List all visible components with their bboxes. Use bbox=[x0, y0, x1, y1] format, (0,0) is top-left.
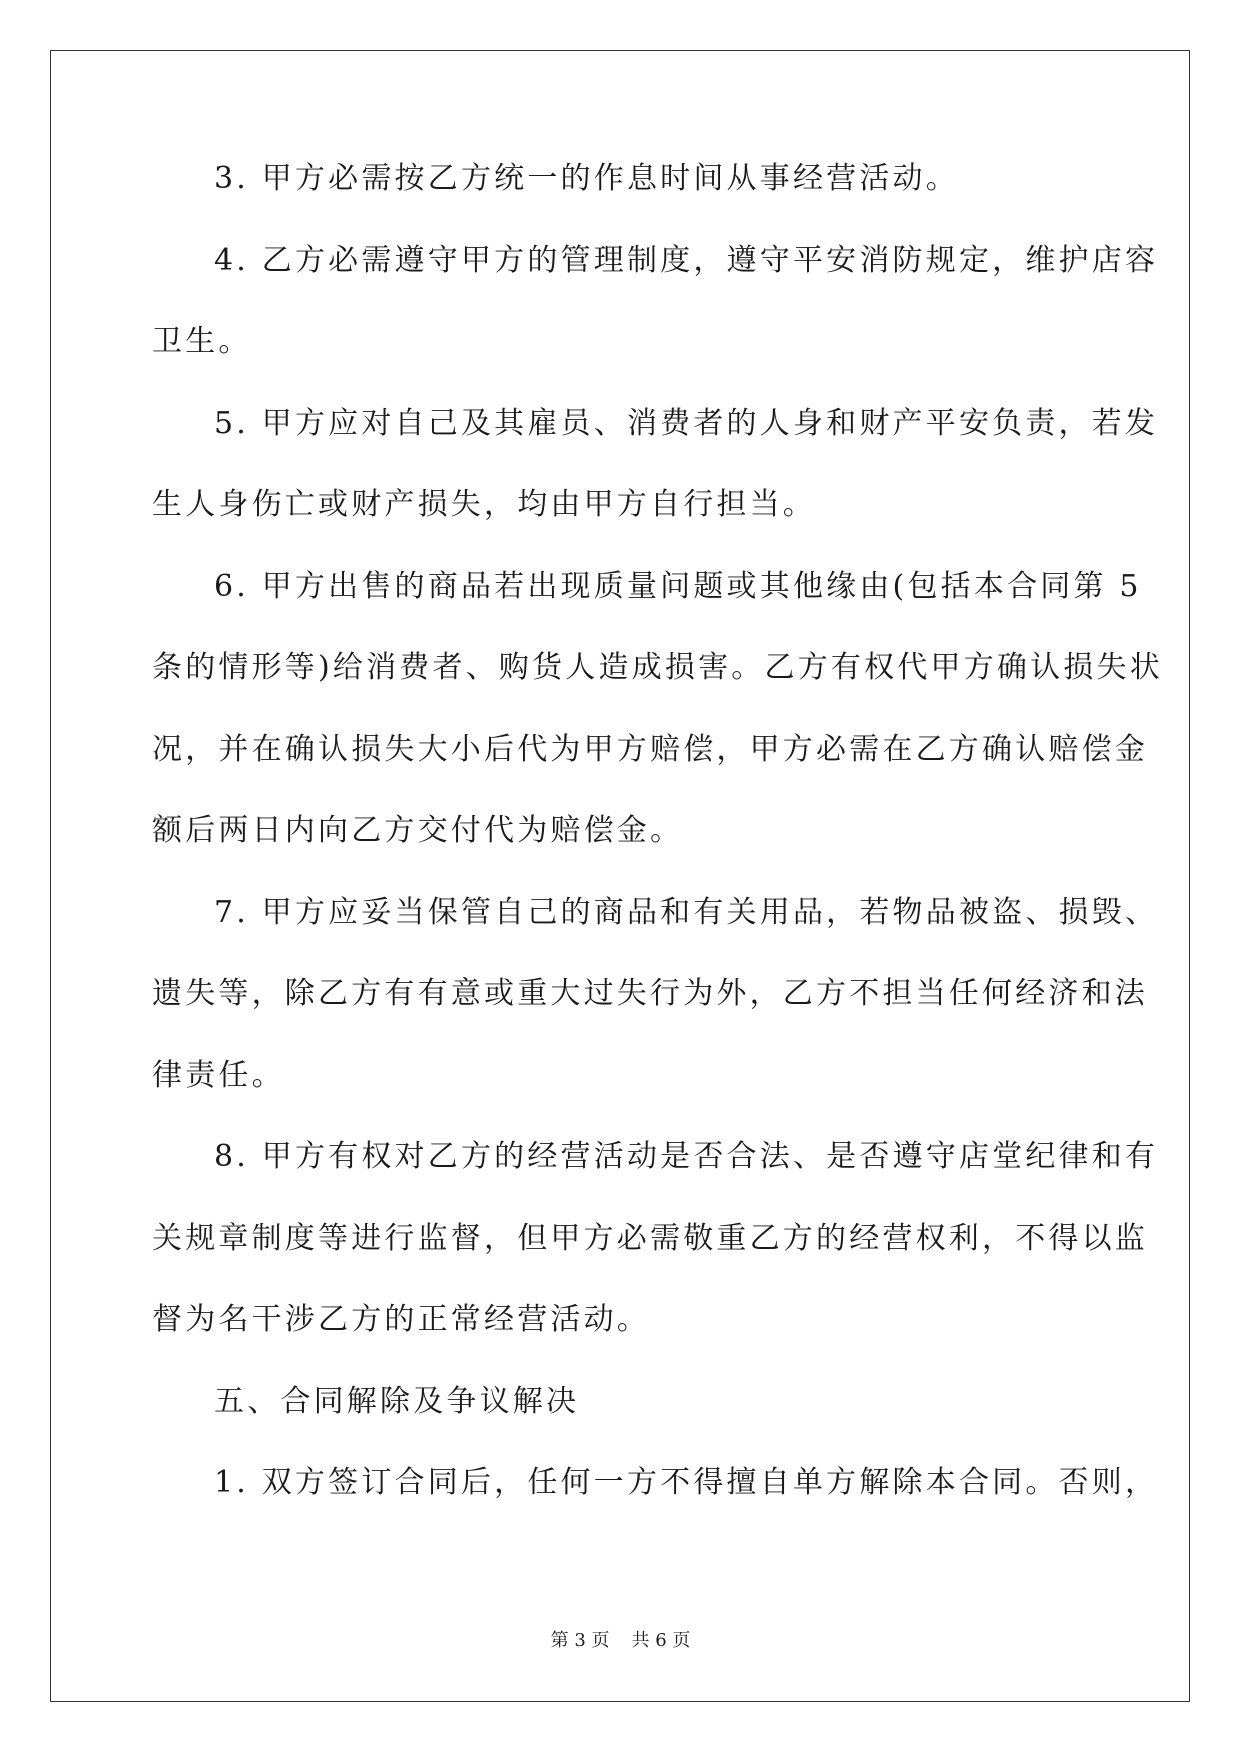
current-page-label: 第 3 页 bbox=[550, 1630, 610, 1651]
document-line: 遗失等，除乙方有有意或重大过失行为外，乙方不担当任何经济和法 bbox=[152, 976, 1148, 1011]
document-line: 督为名干涉乙方的正常经营活动。 bbox=[152, 1302, 650, 1337]
document-line: 5. 甲方应对自己及其雇员、消费者的人身和财产平安负责，若发 bbox=[214, 405, 1159, 441]
document-line: 生人身伤亡或财产损失，均由甲方自行担当。 bbox=[152, 487, 816, 522]
document-line: 1. 双方签订合同后，任何一方不得擅自单方解除本合同。否则， bbox=[214, 1465, 1159, 1500]
document-line: 条的情形等)给消费者、购货人造成损害。乙方有权代甲方确认损失状 bbox=[152, 650, 1163, 685]
document-line: 额后两日内向乙方交付代为赔偿金。 bbox=[152, 813, 684, 848]
document-line: 8. 甲方有权对乙方的经营活动是否合法、是否遵守店堂纪律和有 bbox=[214, 1139, 1159, 1174]
document-line: 3. 甲方必需按乙方统一的作息时间从事经营活动。 bbox=[214, 161, 959, 196]
document-line: 7. 甲方应妥当保管自己的商品和有关用品，若物品被盗、损毁、 bbox=[214, 894, 1159, 930]
section-heading: 五、合同解除及争议解决 bbox=[214, 1383, 580, 1419]
document-line: 况，并在确认损失大小后代为甲方赔偿，甲方必需在乙方确认赔偿金 bbox=[152, 731, 1148, 767]
document-line: 卫生。 bbox=[152, 324, 252, 359]
page-footer bbox=[0, 1626, 1241, 1652]
document-line: 律责任。 bbox=[152, 1057, 285, 1093]
document-line: 关规章制度等进行监督，但甲方必需敬重乙方的经营权利，不得以监 bbox=[152, 1220, 1148, 1256]
document-line: 6. 甲方出售的商品若出现质量问题或其他缘由(包括本合同第 5 bbox=[214, 568, 1142, 604]
total-pages-label: 共 6 页 bbox=[631, 1630, 691, 1651]
document-body bbox=[152, 160, 1163, 1546]
document-line: 4. 乙方必需遵守甲方的管理制度，遵守平安消防规定，维护店容 bbox=[214, 242, 1159, 278]
